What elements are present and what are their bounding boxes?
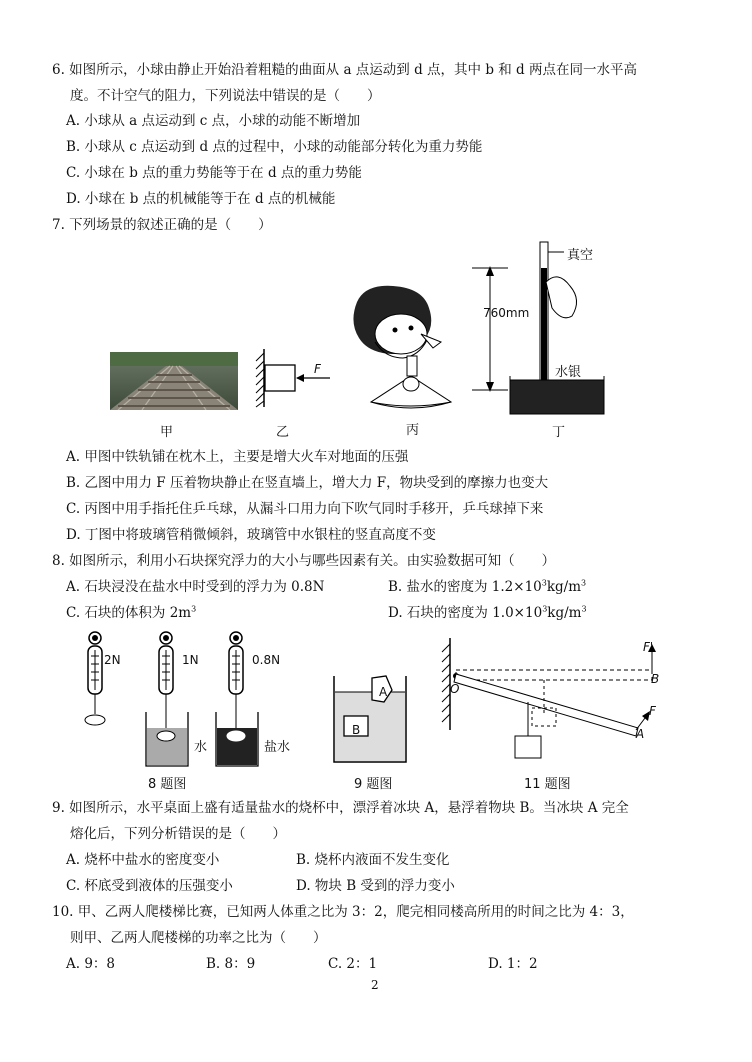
q10-option-d: D. 1：2 xyxy=(488,956,538,972)
pivot-o-label: O xyxy=(450,682,460,696)
q6-stem-line2: 度。不计空气的阻力，下列说法中错误的是（ ） xyxy=(70,88,381,104)
q8-option-d: D. 石块的密度为 $1.0\times 10^3kg/m^3$ xyxy=(388,604,587,621)
q6-option-a: A. 小球从 a 点运动到 c 点，小球的动能不断增加 xyxy=(66,113,361,129)
q10-stem-line1: 10. 甲、乙两人爬楼梯比赛，已知两人体重之比为 3：2，爬完相同楼高所用的时间之比为 4：3， xyxy=(52,904,634,920)
q10-option-a: A. 9：8 xyxy=(66,956,116,972)
q9-option-a: A. 烧杯中盐水的密度变小 xyxy=(66,852,220,868)
q7-option-a: A. 甲图中铁轨铺在枕木上，主要是增大火车对地面的压强 xyxy=(66,449,409,465)
ice-a-label: A xyxy=(379,685,388,699)
caption-fig8: 8 题图 xyxy=(148,777,187,792)
barometer-figure xyxy=(468,236,628,416)
q9-option-c: C. 杯底受到液体的压强变小 xyxy=(66,878,233,894)
q10-option-b: B. 8：9 xyxy=(206,956,256,972)
q8-stem: 8. 如图所示，利用小石块探究浮力的大小与哪些因素有关。由实验数据可知（ ） xyxy=(52,553,556,569)
point-b-label: B xyxy=(651,672,660,686)
caption-fig9: 9 题图 xyxy=(354,777,393,792)
q6-stem-line1: 6. 如图所示，小球由静止开始沿着粗糙的曲面从 a 点运动到 d 点，其中 b 和 d 两点在同一水平高 xyxy=(52,62,637,78)
beaker-ice-block-figure xyxy=(330,674,410,766)
caption-bing: 丙 xyxy=(406,423,420,438)
q7-option-c: C. 丙图中用手指托住乒乓球，从漏斗口用力向下吹气同时手移开，乒乓球掉下来 xyxy=(66,501,544,517)
caption-fig11: 11 题图 xyxy=(524,777,571,792)
force-label: F xyxy=(314,362,321,376)
caption-ding: 丁 xyxy=(552,425,566,440)
q7-option-d: D. 丁图中将玻璃管稍微倾斜，玻璃管中水银柱的竖直高度不变 xyxy=(66,527,436,543)
q7-stem: 7. 下列场景的叙述正确的是（ ） xyxy=(52,217,272,233)
reading-2n: 2N xyxy=(104,653,121,667)
q10-stem-line2: 则甲、乙两人爬楼梯的功率之比为（ ） xyxy=(70,930,327,946)
brine-label: 盐水 xyxy=(264,740,291,755)
q8-option-c: C. 石块的体积为 $2m^3$ xyxy=(66,604,197,621)
force-f-label: F xyxy=(649,704,656,718)
caption-yi: 乙 xyxy=(276,425,290,440)
block-b-label: B xyxy=(352,723,361,737)
reading-0-8n: 0.8N xyxy=(252,653,281,667)
caption-jia: 甲 xyxy=(160,425,174,440)
lever-figure xyxy=(436,636,672,766)
q10-option-c: C. 2：1 xyxy=(328,956,378,972)
mercury-label: 水银 xyxy=(555,365,582,380)
point-a-label: A xyxy=(636,727,645,741)
spring-scale-1 xyxy=(85,632,105,725)
q8-option-b: B. 盐水的密度为 $1.2\times 10^3kg/m^3$ xyxy=(388,578,587,595)
q7-option-b: B. 乙图中用力 F 压着物块静止在竖直墙上，增大力 F，物块受到的摩擦力也变大 xyxy=(66,475,549,491)
page-number: 2 xyxy=(371,978,379,992)
funnel-blowing-figure xyxy=(345,282,457,412)
force-f-prime-label: F' xyxy=(643,640,654,654)
q6-option-b: B. 小球从 c 点运动到 d 点的过程中，小球的动能部分转化为重力势能 xyxy=(66,139,483,155)
height-760-label: 760mm xyxy=(483,306,530,320)
q6-option-d: D. 小球在 b 点的机械能等于在 d 点的机械能 xyxy=(66,191,336,207)
q6-option-c: C. 小球在 b 点的重力势能等于在 d 点的重力势能 xyxy=(66,165,362,181)
q9-option-b: B. 烧杯内液面不发生变化 xyxy=(296,852,450,868)
wall-block-figure xyxy=(250,345,350,409)
water-label: 水 xyxy=(194,740,208,755)
vacuum-label: 真空 xyxy=(567,248,594,263)
reading-1n: 1N xyxy=(182,653,199,667)
railway-photo xyxy=(110,352,238,410)
q9-stem-line2: 熔化后，下列分析错误的是（ ） xyxy=(70,826,286,842)
q9-option-d: D. 物块 B 受到的浮力变小 xyxy=(296,878,455,894)
q9-stem-line1: 9. 如图所示，水平桌面上盛有适量盐水的烧杯中，漂浮着冰块 A，悬浮着物块 B。当冰块 A 完全 xyxy=(52,800,629,816)
q8-option-a: A. 石块浸没在盐水中时受到的浮力为 0.8N xyxy=(66,579,325,595)
